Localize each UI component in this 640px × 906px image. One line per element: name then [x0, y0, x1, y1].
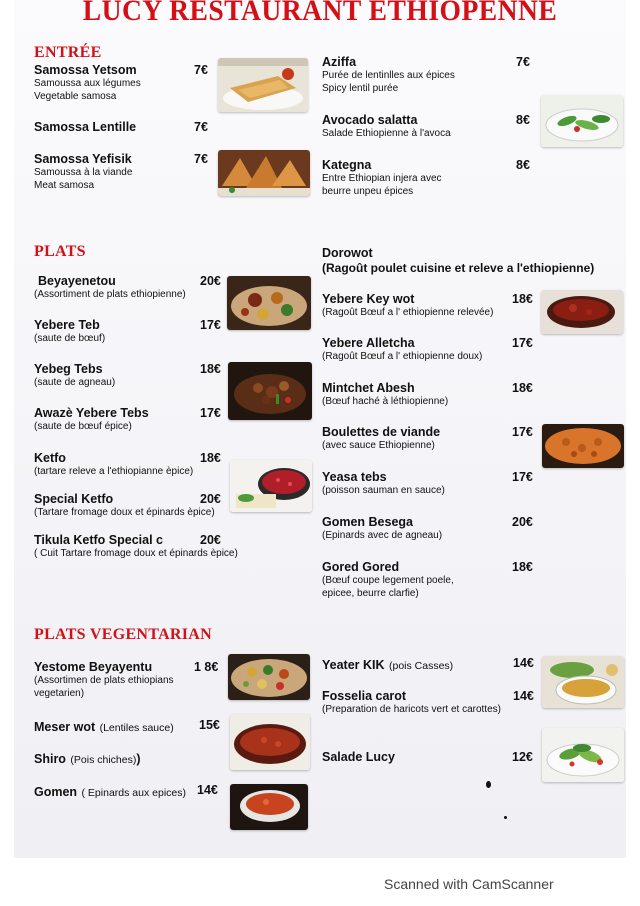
item-price: 20€ [200, 274, 221, 288]
item-price: 18€ [200, 451, 221, 465]
scanner-watermark: Scanned with CamScanner [384, 876, 554, 892]
scan-speck [504, 816, 507, 819]
item-desc: epicee, beurre clarfie) [322, 587, 419, 599]
item-name: Gored Gored [322, 560, 400, 574]
item-desc: (Epinards avec de agneau) [322, 530, 443, 541]
item-desc: vegetarien) [34, 687, 85, 699]
menu-item [322, 750, 395, 765]
item-name: Kategna [322, 158, 372, 172]
vegetarian-platter-photo [228, 654, 310, 700]
yeater-kik-photo [542, 656, 624, 708]
item-desc: (saute de bœuf épice) [34, 421, 132, 432]
item-paren: ) [136, 752, 141, 766]
item-price: 18€ [512, 292, 533, 306]
item-price: 20€ [512, 515, 533, 529]
menu-item [34, 362, 115, 390]
meser-wot-photo [230, 714, 310, 770]
item-price: 15€ [199, 718, 220, 732]
scan-speck [486, 781, 491, 788]
item-desc: ( Epinards aux epices) [81, 787, 186, 799]
item-desc: (saute de agneau) [34, 377, 116, 388]
item-name: Aziffa [322, 55, 357, 69]
item-name: Yestome Beyayentu [34, 660, 153, 674]
item-desc: Meat samosa [34, 179, 95, 191]
menu-item [322, 470, 445, 498]
item-name: Beyayenetou [38, 274, 116, 288]
item-desc: (Ragoût Bœuf a l' ethiopienne doux) [322, 351, 483, 362]
item-name: Boulettes de viande [322, 425, 441, 439]
item-price: 8€ [516, 113, 530, 127]
item-name: Yeater KIK [322, 658, 385, 672]
item-desc: (Preparation de haricots vert et carottes) [322, 704, 501, 715]
item-desc: Salade Ethiopienne à l'avoca [322, 128, 451, 139]
page-title: LUCY RESTAURANT ETHIOPENNE [82, 0, 558, 27]
menu-item [34, 406, 149, 434]
item-desc: (Bœuf haché à léthiopienne) [322, 396, 449, 407]
item-desc: (avec sauce Ethiopienne) [322, 440, 435, 451]
item-name: Salade Lucy [322, 750, 395, 764]
menu-item [322, 246, 594, 276]
item-price: 1 8€ [194, 660, 219, 674]
menu-item [322, 689, 501, 717]
menu-item [34, 750, 141, 768]
item-price: 18€ [512, 560, 533, 574]
item-desc: (Assortimen de plats ethiopians [34, 675, 174, 686]
menu-item [322, 560, 454, 600]
menu-item [322, 113, 451, 141]
item-price: 18€ [512, 381, 533, 395]
item-desc: (saute de bœuf) [34, 333, 106, 344]
item-price: 18€ [200, 362, 221, 376]
item-name: Yebere Key wot [322, 292, 415, 306]
menu-item [34, 451, 193, 479]
item-desc: ( Cuit Tartare fromage doux et épinards èpice) [34, 548, 238, 559]
item-price: 7€ [194, 152, 208, 166]
item-desc: (Assortiment de plats ethiopienne) [34, 289, 186, 300]
menu-item [34, 783, 186, 801]
item-name: Awazè Yebere Tebs [34, 406, 149, 420]
item-price: 17€ [200, 318, 221, 332]
item-desc: Purée de lentinlles aux épices [322, 70, 455, 81]
menu-item-desc [34, 289, 186, 302]
menu-item [322, 515, 442, 543]
item-desc: (Ragoût poulet cuisine et releve a l'ethiopienne) [322, 261, 595, 275]
item-name: Yeasa tebs [322, 470, 387, 484]
menu-item [322, 425, 440, 453]
item-price: 17€ [512, 336, 533, 350]
item-name: Samossa Yefisik [34, 152, 132, 166]
item-desc: (poisson sauman en sauce) [322, 485, 445, 496]
item-price: 17€ [512, 425, 533, 439]
item-desc: (tartare releve a l'ethiopianne èpice) [34, 466, 194, 477]
item-name: Meser wot [34, 720, 96, 734]
item-name: Mintchet Abesh [322, 381, 415, 395]
item-price: 8€ [516, 158, 530, 172]
item-desc: (pois Casses) [388, 660, 454, 672]
item-desc: (Bœuf coupe legement poele, [322, 575, 454, 586]
tebs-photo [228, 362, 312, 420]
menu-item [34, 660, 174, 700]
item-price: 14€ [513, 689, 534, 703]
salad-lucy-photo [542, 728, 624, 782]
item-name: Gomen Besega [322, 515, 414, 529]
item-name: Tikula Ketfo Special c [34, 533, 163, 547]
gomen-photo [230, 784, 308, 830]
item-desc: (Pois chiches) [70, 754, 137, 766]
menu-item [322, 55, 455, 95]
samosa-photo [218, 58, 308, 112]
item-price: 14€ [197, 783, 218, 797]
item-desc: Entre Ethiopian injera avec [322, 173, 442, 184]
section-plats: PLATS [34, 243, 86, 260]
item-price: 20€ [200, 492, 221, 506]
item-desc: Samoussa à la viande [34, 167, 133, 178]
item-name: Special Ketfo [34, 492, 114, 506]
item-name: Samossa Lentille [34, 120, 137, 134]
assorted-platter-photo [227, 276, 311, 330]
item-price: 12€ [512, 750, 533, 764]
item-desc: (Ragoût Bœuf a l' ethiopienne relevée) [322, 307, 494, 318]
item-name: Dorowot [322, 246, 373, 260]
item-price: 14€ [513, 656, 534, 670]
menu-item [322, 158, 442, 198]
item-name: Fosselia carot [322, 689, 407, 703]
item-desc: Vegetable samosa [34, 90, 117, 102]
item-desc: beurre unpeu épices [322, 185, 414, 197]
item-price: 7€ [194, 120, 208, 134]
key-wot-photo [541, 290, 623, 334]
menu-item [322, 656, 453, 674]
item-name: Gomen [34, 785, 78, 799]
item-price: 17€ [512, 470, 533, 484]
item-desc: Samoussa aux légumes [34, 78, 141, 89]
menu-item [34, 152, 132, 192]
menu-item [34, 63, 141, 103]
item-desc: (Tartare fromage doux et épinards èpice) [34, 507, 215, 518]
item-price: 20€ [200, 533, 221, 547]
item-price: 7€ [194, 63, 208, 77]
item-name: Shiro [34, 752, 66, 766]
menu-item [38, 274, 116, 289]
item-name: Yebere Alletcha [322, 336, 415, 350]
avocado-salad-photo [541, 95, 623, 147]
item-name: Avocado salatta [322, 113, 418, 127]
menu-item [322, 292, 493, 320]
menu-item [322, 381, 448, 409]
menu-item [34, 120, 136, 135]
item-name: Samossa Yetsom [34, 63, 137, 77]
item-desc: (Lentiles sauce) [99, 722, 174, 734]
menu-item [34, 718, 174, 736]
menu-item [34, 318, 105, 346]
ketfo-photo [230, 460, 312, 512]
item-name: Ketfo [34, 451, 66, 465]
section-vegetarian: PLATS VEGENTARIAN [34, 626, 213, 643]
item-price: 17€ [200, 406, 221, 420]
menu-item [34, 492, 215, 520]
item-name: Yebeg Tebs [34, 362, 103, 376]
item-name: Yebere Teb [34, 318, 100, 332]
section-entree: ENTRÉE [34, 44, 102, 61]
item-desc: Spicy lentil purée [322, 82, 399, 94]
meatballs-photo [542, 424, 624, 468]
samosa-meat-photo [218, 150, 310, 196]
menu-item [322, 336, 482, 364]
item-price: 7€ [516, 55, 530, 69]
